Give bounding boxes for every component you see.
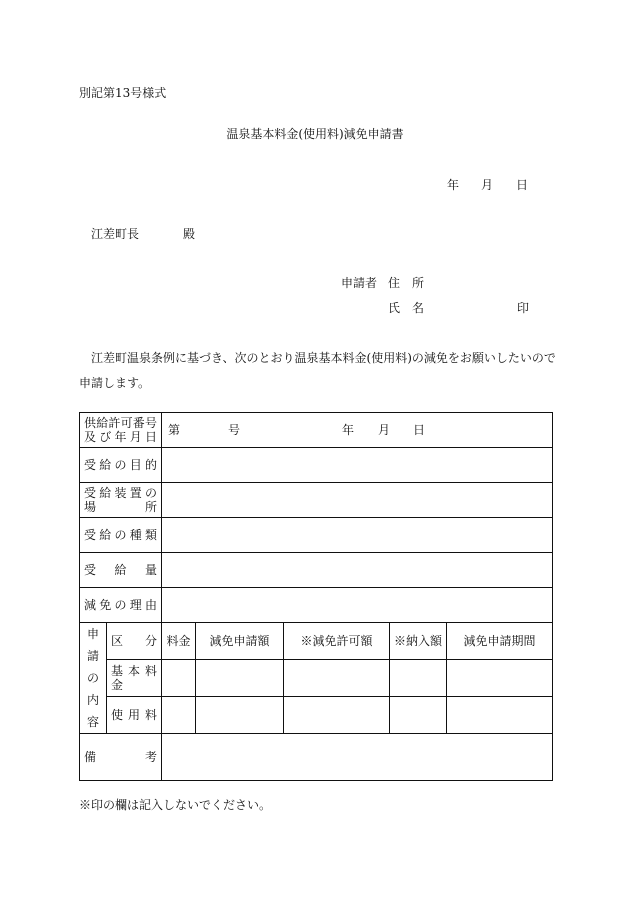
permit-year: 年	[342, 423, 355, 437]
location-row	[80, 483, 553, 518]
content-label-char: 内	[86, 693, 99, 707]
date-year-label: 年	[447, 178, 460, 192]
content-label-char: 容	[86, 715, 99, 729]
body-text: 江差町温泉条例に基づき、次のとおり温泉基本料金(使用料)の減免をお願いしたいので申請します。	[79, 351, 556, 390]
content-label-char: 請	[86, 649, 99, 663]
table-row	[80, 697, 553, 734]
amount-label: 受 給 量	[84, 563, 158, 577]
permit-go: 号	[228, 423, 241, 437]
basic-fee-requested-cell[interactable]	[196, 660, 284, 697]
permit-day: 日	[413, 423, 426, 437]
column-header-payment: ※納入額	[390, 623, 447, 660]
location-label-cell	[80, 483, 162, 518]
usage-fee-approved-cell[interactable]	[284, 697, 390, 734]
location-label-line-1: 受給装置の	[84, 486, 158, 500]
content-label-char: の	[86, 671, 99, 685]
permit-month: 月	[378, 423, 391, 437]
usage-fee-period-cell[interactable]	[447, 697, 553, 734]
remarks-value-cell[interactable]	[162, 734, 553, 781]
column-header-fee: 料金	[162, 623, 196, 660]
honorific: 殿	[183, 227, 196, 241]
seal-mark: 印	[517, 301, 530, 315]
location-label-line-2: 場 所	[84, 500, 158, 514]
reason-label-cell	[80, 588, 162, 623]
addressee: 江差町長	[91, 227, 140, 241]
purpose-row	[80, 448, 553, 483]
remarks-label: 備 考	[84, 750, 158, 764]
form-number: 別記第13号様式	[79, 86, 167, 100]
usage-fee-amount-cell[interactable]	[162, 697, 196, 734]
column-header-period: 減免申請期間	[447, 623, 553, 660]
remarks-label-cell	[80, 734, 162, 781]
applicant-name-label: 氏 名	[388, 301, 425, 315]
applicant-label: 申請者	[341, 276, 378, 290]
amount-label-cell	[80, 553, 162, 588]
usage-fee-requested-cell[interactable]	[196, 697, 284, 734]
reason-value-cell[interactable]	[162, 588, 553, 623]
permit-label-line-1: 供給許可番号	[84, 416, 158, 430]
permit-label-cell	[80, 413, 162, 448]
permit-dai: 第	[168, 423, 181, 437]
type-label: 受給の種類	[84, 528, 158, 542]
document-title: 温泉基本料金(使用料)減免申請書	[226, 127, 404, 141]
basic-fee-amount-cell[interactable]	[162, 660, 196, 697]
type-row	[80, 518, 553, 553]
remarks-row	[80, 734, 553, 781]
type-value-cell[interactable]	[162, 518, 553, 553]
usage-fee-payment-cell[interactable]	[390, 697, 447, 734]
reason-row	[80, 588, 553, 623]
date-month-label: 月	[481, 178, 494, 192]
purpose-label-cell	[80, 448, 162, 483]
column-header-category: 区 分	[107, 623, 162, 660]
footnote: ※印の欄は記入しないでください。	[79, 798, 272, 812]
purpose-label: 受給の目的	[84, 458, 158, 472]
amount-value-cell[interactable]	[162, 553, 553, 588]
applicant-address-label: 住 所	[388, 276, 425, 290]
date-day-label: 日	[516, 178, 529, 192]
basic-fee-payment-cell[interactable]	[390, 660, 447, 697]
column-header-requested-reduction: 減免申請額	[196, 623, 284, 660]
row-category-usage-fee: 使 用 料	[107, 697, 162, 734]
location-value-cell[interactable]	[162, 483, 553, 518]
row-category-basic-fee: 基本料金	[107, 660, 162, 697]
basic-fee-period-cell[interactable]	[447, 660, 553, 697]
permit-row	[80, 413, 553, 448]
content-label-char: 申	[86, 627, 99, 641]
purpose-value-cell[interactable]	[162, 448, 553, 483]
application-table	[79, 412, 553, 781]
content-label-cell	[80, 623, 107, 734]
reason-label: 減免の理由	[84, 598, 158, 612]
amount-row	[80, 553, 553, 588]
permit-label-line-2: 及び年月日	[84, 430, 158, 444]
table-row	[80, 660, 553, 697]
column-header-approved-reduction: ※減免許可額	[284, 623, 390, 660]
permit-value-cell[interactable]	[162, 413, 553, 448]
content-header-row	[80, 623, 553, 660]
type-label-cell	[80, 518, 162, 553]
basic-fee-approved-cell[interactable]	[284, 660, 390, 697]
